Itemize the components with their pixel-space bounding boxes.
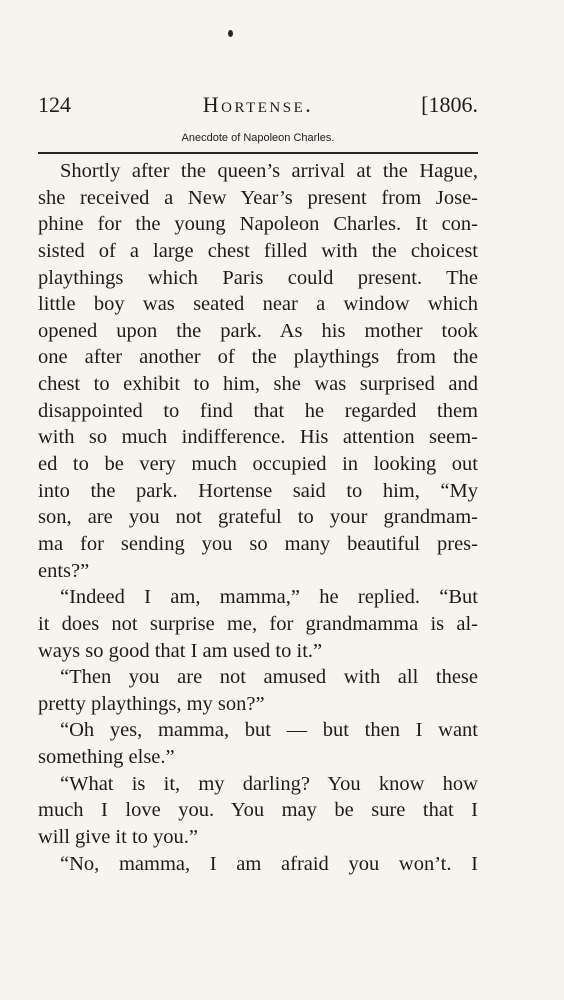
header-rule — [38, 152, 478, 154]
text-line: playthings which Paris could present. The — [38, 266, 478, 289]
text-line: “No, mamma, I am afraid you won’t. I — [60, 852, 478, 875]
text-line: sisted of a large chest filled with the choicest — [38, 239, 478, 262]
text-line: ents?” — [38, 559, 90, 582]
text-line: will give it to you.” — [38, 826, 198, 849]
text-line: much I love you. You may be sure that I — [38, 799, 478, 822]
year-marker: [1806. — [421, 92, 478, 117]
text-line: ed to be very much occupied in looking out — [38, 453, 478, 476]
text-line: phine for the young Napoleon Charles. It con- — [38, 213, 478, 236]
book-title: Hortense. — [202, 92, 314, 117]
text-line: disappointed to find that he regarded them — [38, 399, 478, 422]
ink-speck — [228, 30, 233, 37]
text-line: with so much indifference. His attention seem- — [38, 426, 478, 449]
text-line: she received a New Year’s present from Jose- — [38, 186, 478, 209]
text-line: something else.” — [38, 746, 175, 769]
text-line: ma for sending you so many beautiful pres- — [38, 532, 478, 555]
text-line: one after another of the playthings from the — [38, 346, 478, 369]
section-subheading: Anecdote of Napoleon Charles. — [181, 132, 335, 144]
text-line: “Indeed I am, mamma,” he replied. “But — [60, 586, 478, 609]
text-line: Shortly after the queen’s arrival at the Hague, — [60, 160, 478, 182]
text-line: son, are you not grateful to your grandmam- — [38, 506, 478, 529]
text-line: it does not surprise me, for grandmamma is al- — [38, 612, 478, 635]
text-line: “What is it, my darling? You know how — [60, 772, 478, 795]
text-line: little boy was seated near a window which — [38, 293, 478, 316]
text-line: ways so good that I am used to it.” — [38, 639, 323, 662]
text-line: “Oh yes, mamma, but — but then I want — [60, 719, 478, 742]
running-head — [38, 90, 478, 120]
text-line: chest to exhibit to him, she was surprised and — [38, 373, 478, 396]
page-number: 124 — [38, 92, 71, 117]
text-line: into the park. Hortense said to him, “My — [38, 479, 478, 502]
text-line: opened upon the park. As his mother took — [38, 319, 478, 342]
text-line: “Then you are not amused with all these — [60, 666, 478, 689]
body-text — [38, 158, 478, 877]
text-line: pretty playthings, my son?” — [38, 692, 265, 715]
